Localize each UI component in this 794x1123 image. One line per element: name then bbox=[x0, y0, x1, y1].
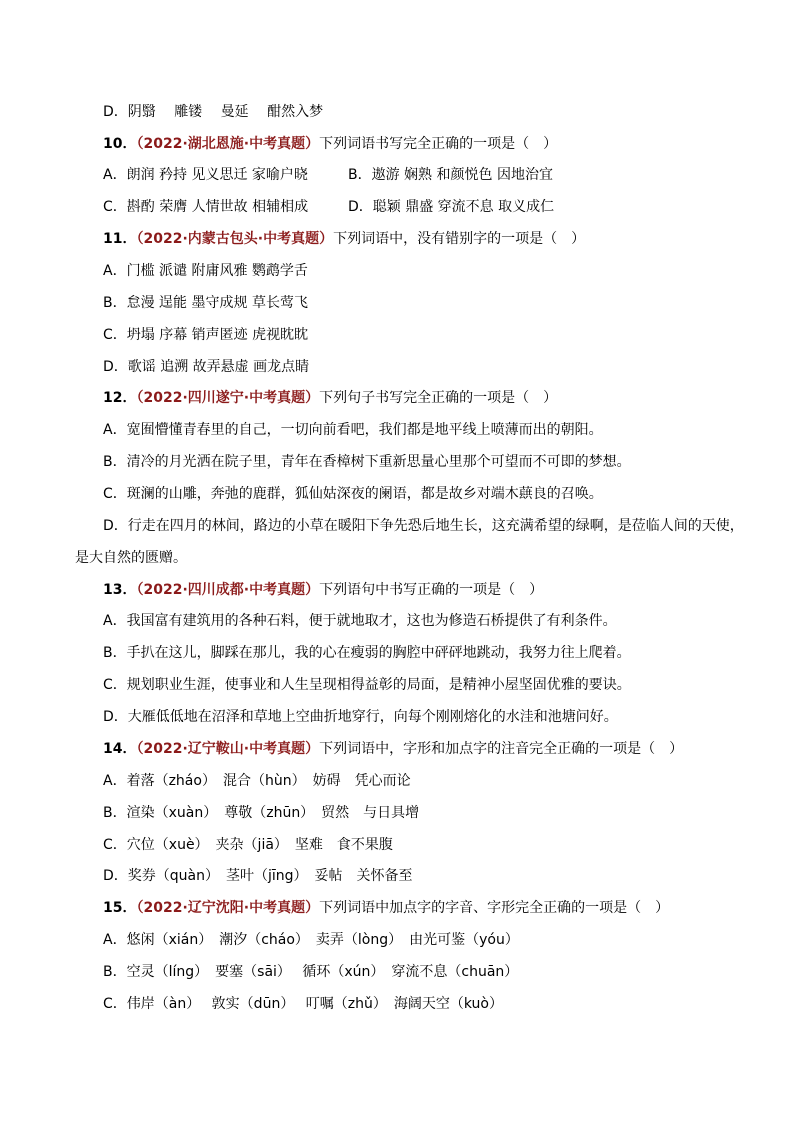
question-source: （2022·辽宁沈阳·中考真题） bbox=[136, 900, 320, 916]
option-label: C． bbox=[103, 327, 127, 343]
option-label: A． bbox=[103, 773, 127, 789]
option-label: D． bbox=[103, 518, 128, 534]
option-text: 门槛 派谴 附庸风雅 鹦鹉学舌 bbox=[126, 263, 308, 279]
question-number: 15． bbox=[103, 900, 137, 916]
question-number: 11． bbox=[103, 231, 137, 247]
q14-option-a[interactable] bbox=[103, 772, 411, 790]
question-text: 下列词语中，没有错别字的一项是（ ） bbox=[333, 231, 586, 247]
option-label: D． bbox=[103, 709, 128, 725]
q11-option-c[interactable] bbox=[103, 326, 308, 344]
option-text: 我国富有建筑用的各种石料，便于就地取才，这也为修造石桥提供了有利条件。 bbox=[126, 613, 617, 629]
q15-option-b[interactable] bbox=[103, 963, 518, 981]
option-text: 斑澜的山雕，奔弛的鹿群，狐仙姑深夜的阑语，都是故乡对端木蕻良的召唤。 bbox=[126, 486, 603, 502]
q10-option-c[interactable] bbox=[103, 198, 308, 216]
option-text: 手扒在这儿，脚踩在那儿，我的心在瘦弱的胸腔中砰砰地跳动，我努力往上爬着。 bbox=[126, 645, 631, 661]
q9-option-d[interactable] bbox=[103, 103, 323, 121]
option-text: 悠闲（xián） 潮汐（cháo） 卖弄（lòng） 由光可鉴（yóu） bbox=[126, 932, 519, 948]
question-source: （2022·四川成都·中考真题） bbox=[136, 582, 320, 598]
option-text: 着落（zháo） 混合（hùn） 妨碍 凭心而论 bbox=[126, 773, 411, 789]
q11-option-b[interactable] bbox=[103, 294, 308, 312]
option-text: 是大自然的匮赠。 bbox=[75, 550, 187, 566]
q12-option-d[interactable] bbox=[103, 517, 744, 535]
option-text: 朗润 矜持 见义思迁 家喻户晓 bbox=[126, 167, 308, 183]
question-source: （2022·辽宁鞍山·中考真题） bbox=[136, 741, 320, 757]
option-label: D． bbox=[348, 199, 373, 215]
option-label: A． bbox=[103, 422, 127, 438]
q12-option-c[interactable] bbox=[103, 485, 603, 503]
option-text: 伟岸（àn） 敦实（dūn） 叮嘱（zhǔ） 海阔天空（kuò） bbox=[126, 996, 503, 1012]
option-label: B． bbox=[103, 964, 127, 980]
question-text: 下列词语中，字形和加点字的注音完全正确的一项是（ ） bbox=[319, 741, 684, 757]
option-label: D． bbox=[103, 868, 128, 884]
q13-option-b[interactable] bbox=[103, 644, 631, 662]
q11-option-a[interactable] bbox=[103, 262, 308, 280]
question-10-stem bbox=[103, 135, 557, 153]
option-text: 规划职业生涯，使事业和人生呈现相得益彰的局面，是精神小屋坚固优雅的要诀。 bbox=[126, 677, 631, 693]
option-label: A． bbox=[103, 167, 127, 183]
question-text: 下列词语中加点字的字音、字形完全正确的一项是（ ） bbox=[319, 900, 670, 916]
option-text: 奖券（quàn） 茎叶（jīng） 妥帖 关怀备至 bbox=[127, 868, 413, 884]
option-label: B． bbox=[103, 454, 127, 470]
question-11-stem bbox=[103, 230, 585, 248]
q10-option-d[interactable] bbox=[348, 198, 554, 216]
q14-option-c[interactable] bbox=[103, 836, 393, 854]
question-13-stem bbox=[103, 581, 543, 599]
question-number: 13． bbox=[103, 582, 137, 598]
question-source: （2022·四川遂宁·中考真题） bbox=[136, 390, 320, 406]
option-label: C． bbox=[103, 996, 127, 1012]
option-label: C． bbox=[103, 677, 127, 693]
option-text: 遨游 娴熟 和颜悦色 因地治宜 bbox=[371, 167, 553, 183]
option-text: 空灵（líng） 要塞（sāi） 循环（xún） 穿流不息（chuān） bbox=[126, 964, 519, 980]
question-text: 下列句子书写完全正确的一项是（ ） bbox=[319, 390, 558, 406]
question-text: 下列语句中书写正确的一项是（ ） bbox=[319, 582, 544, 598]
option-text: 穴位（xuè） 夹杂（jiā） 坚难 食不果腹 bbox=[126, 837, 393, 853]
question-number: 12． bbox=[103, 390, 137, 406]
q14-option-b[interactable] bbox=[103, 804, 419, 822]
option-text: 阴翳 雕镂 曼延 酣然入梦 bbox=[127, 104, 324, 120]
option-label: A． bbox=[103, 932, 127, 948]
q12-option-d-continued bbox=[75, 549, 187, 567]
option-label: C． bbox=[103, 486, 127, 502]
question-14-stem bbox=[103, 740, 683, 758]
option-text: 聪颖 鼎盛 穿流不息 取义成仁 bbox=[372, 199, 555, 215]
question-number: 14． bbox=[103, 741, 137, 757]
q10-option-a[interactable] bbox=[103, 166, 308, 184]
option-text: 清冷的月光洒在院子里，青年在香樟树下重新思量心里那个可望而不可即的梦想。 bbox=[126, 454, 631, 470]
option-label: B． bbox=[103, 805, 127, 821]
option-text: 宽囿懵懂青春里的自己，一切向前看吧，我们都是地平线上喷薄而出的朝阳。 bbox=[126, 422, 603, 438]
q15-option-a[interactable] bbox=[103, 931, 519, 949]
option-text: 怠漫 逞能 墨守成规 草长莺飞 bbox=[126, 295, 308, 311]
option-text: 斟酌 荣膺 人情世故 相辅相成 bbox=[126, 199, 309, 215]
option-text: 大雁低低地在沼泽和草地上空曲折地穿行，向每个刚刚熔化的水洼和池塘问好。 bbox=[127, 709, 618, 725]
q13-option-c[interactable] bbox=[103, 676, 631, 694]
q15-option-c[interactable] bbox=[103, 995, 503, 1013]
option-text: 行走在四月的林间，路边的小草在暖阳下争先恐后地生长，这充满希望的绿啊，是莅临人间的天使， bbox=[127, 518, 744, 534]
q13-option-d[interactable] bbox=[103, 708, 618, 726]
question-source: （2022·内蒙古包头·中考真题） bbox=[136, 231, 334, 247]
option-text: 渲染（xuàn） 尊敬（zhūn） 贸然 与日具增 bbox=[126, 805, 420, 821]
option-label: A． bbox=[103, 263, 127, 279]
question-text: 下列词语书写完全正确的一项是（ ） bbox=[319, 136, 558, 152]
question-15-stem bbox=[103, 899, 669, 917]
option-label: C． bbox=[103, 199, 127, 215]
option-label: D． bbox=[103, 359, 128, 375]
question-source: （2022·湖北恩施·中考真题） bbox=[136, 136, 320, 152]
option-label: B． bbox=[103, 295, 127, 311]
option-text: 歌谣 追溯 故弄悬虚 画龙点睛 bbox=[127, 359, 310, 375]
q13-option-a[interactable] bbox=[103, 612, 617, 630]
option-label: B． bbox=[103, 645, 127, 661]
option-label: D． bbox=[103, 104, 128, 120]
q12-option-b[interactable] bbox=[103, 453, 631, 471]
option-label: C． bbox=[103, 837, 127, 853]
option-text: 坍塌 序幕 销声匿迹 虎视眈眈 bbox=[126, 327, 309, 343]
q14-option-d[interactable] bbox=[103, 867, 413, 885]
option-label: A． bbox=[103, 613, 127, 629]
option-label: B． bbox=[348, 167, 372, 183]
q12-option-a[interactable] bbox=[103, 421, 603, 439]
question-number: 10． bbox=[103, 136, 137, 152]
q10-option-b[interactable] bbox=[348, 166, 553, 184]
question-12-stem bbox=[103, 389, 557, 407]
q11-option-d[interactable] bbox=[103, 358, 309, 376]
